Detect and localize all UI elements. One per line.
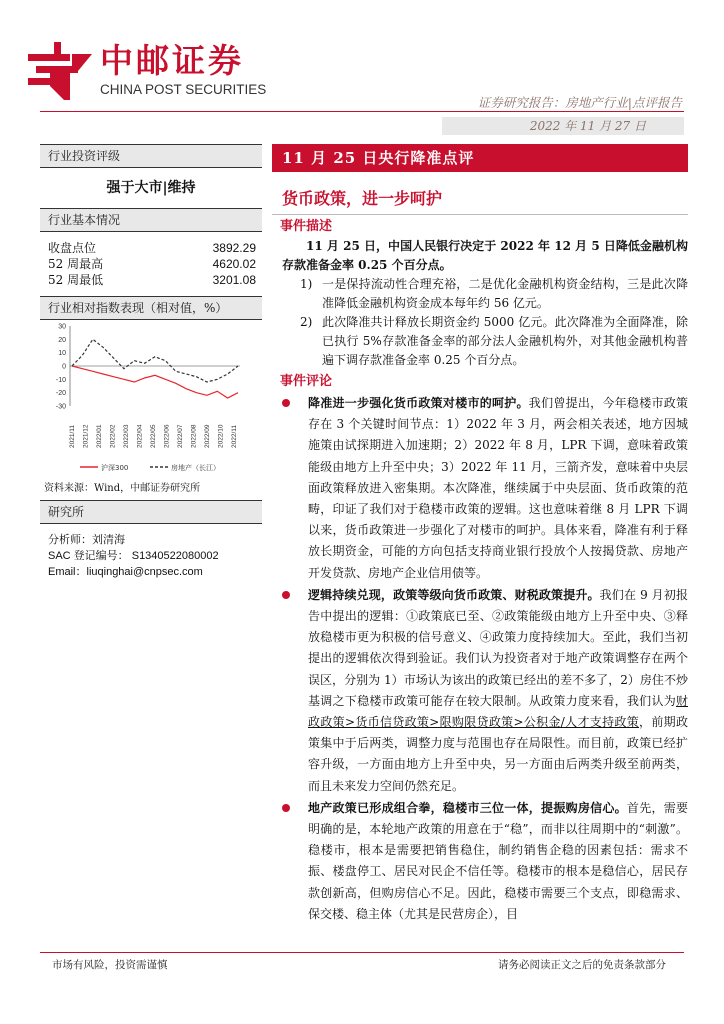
y-tick-label: -10 (55, 376, 66, 384)
footer-risk-note: 市场有风险，投资需谨慎 (52, 959, 168, 971)
comment-bullet (272, 798, 688, 925)
bullet-dot-icon (272, 798, 308, 925)
item-text: 此次降准共计释放长期资金约 5000 亿元。此次降准为全面降准，除已执行 5%存款准备金率的部分法人金融机构外，对其他金融机构普遍下调存款准备金率 0.25 个百分点。 (322, 315, 688, 367)
policy-ranking: 财政政策>货币信贷政策>限购限贷政策>公积金/人才支持政策 (308, 693, 688, 730)
bullet-body: 首先，需要明确的是，本轮地产政策的用意在于“稳”，而非以往周期中的“刺激”。稳楼市，根本是需要把销售稳住，制约销售企稳的因素包括：需求不振、楼盘停工、居民对民企不信任等。稳楼市的根本是稳信心，居民存款创新高，但购房信心不足。因此，稳楼市需要三个支点，即稳需求、保交楼、稳主体（尤其是民营房企），目 (308, 800, 688, 921)
subtitle-divider (272, 214, 688, 215)
legend-label: 房地产（长江） (171, 464, 220, 472)
report-date: 2022 年 11 月 27 日 (442, 117, 684, 135)
x-tick-label: 2022/09 (204, 424, 211, 448)
x-tick-label: 2022/05 (150, 424, 157, 448)
stat-label: 52 周最低 (48, 273, 104, 287)
bullet-dot-icon (272, 585, 308, 797)
report-title: 11 月 25 日央行降准点评 (272, 144, 688, 172)
event-lead: 11 月 25 日，中国人民银行决定于 2022 年 12 月 5 日降低金融机构存款准备金率 0.25 个百分点。 (282, 239, 688, 272)
report-subtitle: 货币政策，进一步呵护 (282, 189, 443, 208)
stat-value: 3201.08 (212, 273, 256, 287)
relative-index-chart (40, 320, 262, 482)
analyst-name: 分析师：刘清海 (48, 533, 125, 546)
comment-bullet (272, 393, 688, 584)
comment-heading: 事件评论 (280, 374, 333, 389)
header-divider (40, 111, 684, 112)
x-tick-label: 2022/11 (231, 424, 238, 448)
y-tick-label: -20 (55, 390, 66, 398)
main-content (272, 144, 688, 925)
bullet-body: 我们在 9 月初报告中提出的逻辑：①政策底已至、②政策能级由地方上升至中央、③释放稳楼市更为积极的信号意义、④政策力度持续加大。至此，我们当初提出的逻辑依次得到验证。我们认为投资者对于地产政策调整存在两个误区，分别为 1）市场认为该出的政策已经出的差不多了，2）房住不炒基调之下稳楼市政策可能存在较大限制。从政策力度来看，我们认为 (308, 587, 688, 708)
x-tick-label: 2022/04 (136, 424, 144, 448)
logo-english-name: CHINA POST SECURITIES (100, 82, 267, 97)
series-line-1 (72, 366, 238, 398)
bullet-bold: 逻辑持续兑现，政策等级向货币政策、财税政策提升。 (308, 587, 600, 602)
x-tick-label: 2022/08 (190, 424, 198, 448)
stat-row (48, 256, 256, 272)
bullet-body: ，前期政策集中于后两类，调整力度与范围也存在局限性。而目前，政策已经扩容升级，一方面由地方上升至中央，另一方面由后两类升级至前两类，而且未来发力空间仍然充足。 (308, 715, 688, 793)
event-item (272, 275, 688, 313)
research-heading: 研究所 (40, 500, 262, 524)
y-tick-label: 30 (58, 323, 66, 331)
footer-divider (40, 952, 684, 953)
x-tick-label: 2021/12 (82, 424, 90, 448)
comment-bullet (272, 585, 688, 797)
china-post-logo-icon (28, 42, 92, 100)
event-heading: 事件描述 (280, 219, 333, 234)
y-tick-label: -30 (55, 403, 66, 411)
stat-row (48, 240, 256, 256)
event-item (272, 313, 688, 370)
bullet-bold: 地产政策已形成组合拳，稳楼市三位一体，提振购房信心。 (308, 800, 627, 815)
analyst-info (40, 524, 262, 580)
chart-heading: 行业相对指数表现（相对值，%） (40, 296, 262, 320)
x-tick-label: 2022/03 (123, 424, 130, 448)
footer-disclaimer: 请务必阅读正文之后的免责条款部分 (498, 959, 666, 971)
x-tick-label: 2022/10 (217, 424, 225, 448)
bullet-text (308, 585, 688, 797)
x-tick-label: 2022/06 (163, 424, 171, 448)
stat-value: 4620.02 (212, 257, 256, 271)
investment-rating: 强于大市|维持 (106, 180, 196, 196)
x-tick-label: 2022/07 (177, 424, 184, 448)
item-text: 一是保持流动性合理充裕，二是优化金融机构资金结构，三是此次降准降低金融机构资金成本每年约 56 亿元。 (322, 277, 688, 310)
sidebar (40, 144, 262, 580)
x-tick-label: 2022/02 (109, 424, 117, 448)
rating-heading: 行业投资评级 (40, 144, 262, 168)
item-number: 2) (300, 315, 313, 329)
y-tick-label: 0 (62, 363, 66, 371)
bullet-text (308, 393, 688, 584)
bullet-bold: 降准进一步强化货币政策对楼市的呵护。 (308, 396, 529, 410)
y-tick-label: 20 (58, 336, 66, 344)
stat-label: 52 周最高 (48, 257, 104, 271)
basic-info-heading: 行业基本情况 (40, 208, 262, 232)
market-stats (40, 232, 262, 296)
bullet-text (308, 798, 688, 925)
stat-value: 3892.29 (212, 241, 256, 255)
line-chart (40, 320, 262, 482)
analyst-email: Email：liuqinghai@cnpsec.com (48, 566, 203, 578)
report-type: 证券研究报告：房地产行业|点评报告 (477, 95, 682, 110)
x-tick-label: 2022/01 (96, 424, 103, 448)
company-logo (28, 40, 278, 102)
chart-source: 资料来源：Wind，中邮证券研究所 (44, 483, 201, 494)
y-tick-label: 10 (58, 350, 66, 358)
bullet-dot-icon (272, 393, 308, 584)
sac-number: SAC 登记编号： S1340522080002 (48, 550, 219, 562)
item-number: 1) (300, 277, 313, 291)
logo-chinese-name: 中邮证券 (100, 41, 244, 80)
stat-row (48, 272, 256, 288)
x-tick-label: 2021/11 (69, 424, 76, 448)
bullet-body: 我们曾提出，今年稳楼市政策存在 3 个关键时间节点：1）2022 年 3 月，两会相关表述，地方因城施策由试探期进入加速期；2）2022 年 8 月，LPR 下调，意味着政策能级由地方上升至中央；3）2022 年 11 月，三箭齐发，意味着中央层面政策释放进入密集期。本次降准，继续属于中央层面、货币政策的范畴，印证了我们对于稳楼市政策的逻辑。这也意味着继 8 月 LPR 下调以来，货币政策进一步强化了对楼市的呵护。具体来看，降准有利于释放长期资金，可能的方向包括支持商业银行投放个人按揭贷款、房地产开发贷款、房地产企业信用债等。 (308, 396, 688, 580)
legend-label: 沪深300 (101, 464, 129, 472)
stat-label: 收盘点位 (48, 241, 97, 255)
